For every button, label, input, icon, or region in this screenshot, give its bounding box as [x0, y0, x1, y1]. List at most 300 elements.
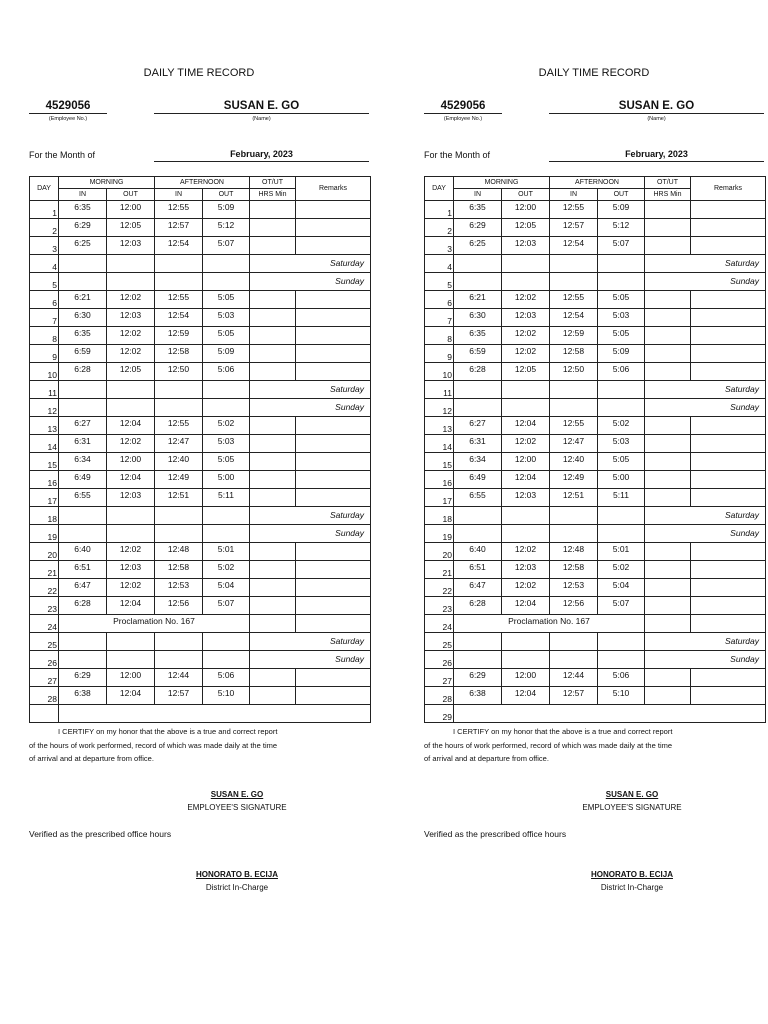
- am-in-cell: 6:28: [59, 597, 107, 615]
- pm-in-cell: 12:54: [550, 237, 598, 255]
- otut-cell: [645, 363, 691, 381]
- hrs-min-header: HRS Min: [250, 189, 296, 201]
- am-in-cell: [454, 399, 502, 417]
- am-out-cell: 12:03: [107, 561, 155, 579]
- am-in-cell: 6:35: [59, 327, 107, 345]
- pm-in-cell: [550, 399, 598, 417]
- remarks-cell: [296, 615, 371, 633]
- employee-name: SUSAN E. GO: [549, 100, 764, 114]
- pm-out-cell: 5:01: [203, 543, 250, 561]
- day-cell: 27: [425, 669, 454, 687]
- pm-out-cell: 5:05: [203, 453, 250, 471]
- pm-out-cell: 5:05: [598, 327, 645, 345]
- am-out-cell: 12:03: [502, 489, 550, 507]
- day-cell: 10: [30, 363, 59, 381]
- day-cell: 7: [425, 309, 454, 327]
- am-in-cell: 6:25: [59, 237, 107, 255]
- am-out-cell: 12:00: [107, 669, 155, 687]
- weekend-label: Saturday: [645, 507, 766, 525]
- pm-in-cell: 12:58: [155, 561, 203, 579]
- pm-out-cell: [598, 399, 645, 417]
- pm-out-cell: [203, 507, 250, 525]
- weekend-label: Saturday: [645, 255, 766, 273]
- pm-out-cell: 5:07: [598, 597, 645, 615]
- am-in-cell: [454, 525, 502, 543]
- am-in-cell: 6:35: [59, 201, 107, 219]
- day-cell: 20: [425, 543, 454, 561]
- table-row: [30, 651, 371, 669]
- day-cell: 3: [30, 237, 59, 255]
- remarks-cell: [296, 543, 371, 561]
- employee-name-caption: (Name): [647, 116, 666, 122]
- pm-in-cell: [550, 525, 598, 543]
- pm-out-cell: 5:10: [203, 687, 250, 705]
- table-row: [425, 651, 766, 669]
- pm-out-cell: 5:03: [598, 435, 645, 453]
- am-out-cell: 12:00: [502, 453, 550, 471]
- district-signature-name: HONORATO B. ECIJA: [591, 870, 673, 879]
- pm-in-cell: 12:44: [155, 669, 203, 687]
- am-out-cell: [502, 273, 550, 291]
- pm-out-cell: 5:09: [203, 201, 250, 219]
- pm-in-header: IN: [550, 189, 598, 201]
- am-out-cell: [502, 525, 550, 543]
- table-row: [425, 201, 766, 219]
- am-out-cell: [107, 651, 155, 669]
- pm-in-cell: 12:59: [550, 327, 598, 345]
- pm-in-cell: 12:55: [550, 417, 598, 435]
- employee-signature-caption: EMPLOYEE'S SIGNATURE: [187, 803, 287, 812]
- pm-out-cell: 5:05: [203, 291, 250, 309]
- am-in-cell: 6:28: [59, 363, 107, 381]
- weekend-label: Sunday: [645, 525, 766, 543]
- remarks-cell: [691, 291, 766, 309]
- remarks-cell: [296, 561, 371, 579]
- pm-out-cell: 5:09: [598, 201, 645, 219]
- pm-in-cell: 12:55: [155, 291, 203, 309]
- day-cell: 8: [425, 327, 454, 345]
- remarks-cell: [691, 687, 766, 705]
- otut-cell: [250, 561, 296, 579]
- table-row: [30, 615, 371, 633]
- day-cell: 13: [30, 417, 59, 435]
- am-out-cell: 12:02: [107, 543, 155, 561]
- pm-in-cell: 12:47: [155, 435, 203, 453]
- blank-cell: [454, 705, 766, 723]
- pm-in-cell: [155, 525, 203, 543]
- am-in-cell: [454, 507, 502, 525]
- pm-in-cell: 12:54: [155, 309, 203, 327]
- pm-out-cell: 5:06: [203, 669, 250, 687]
- pm-in-cell: 12:51: [155, 489, 203, 507]
- month-value: February, 2023: [549, 149, 764, 162]
- employee-signature-name: SUSAN E. GO: [605, 790, 659, 799]
- am-in-cell: 6:29: [59, 219, 107, 237]
- pm-out-cell: [598, 525, 645, 543]
- am-in-cell: [454, 633, 502, 651]
- am-in-cell: 6:38: [454, 687, 502, 705]
- table-row: [30, 687, 371, 705]
- am-in-cell: [59, 525, 107, 543]
- pm-out-cell: [598, 255, 645, 273]
- remarks-cell: [691, 435, 766, 453]
- day-cell: 12: [425, 399, 454, 417]
- pm-out-cell: [203, 399, 250, 417]
- pm-in-cell: 12:56: [550, 597, 598, 615]
- certification-line: I CERTIFY on my honor that the above is a true and correct report: [58, 727, 278, 736]
- am-out-cell: [107, 525, 155, 543]
- pm-in-cell: 12:57: [550, 219, 598, 237]
- morning-header: MORNING: [454, 177, 550, 189]
- day-cell: 27: [30, 669, 59, 687]
- pm-in-cell: 12:51: [550, 489, 598, 507]
- table-row: [30, 345, 371, 363]
- employee-name: SUSAN E. GO: [154, 100, 369, 114]
- pm-in-cell: 12:44: [550, 669, 598, 687]
- am-out-cell: 12:05: [107, 363, 155, 381]
- am-out-cell: 12:02: [107, 327, 155, 345]
- remarks-cell: [691, 597, 766, 615]
- pm-in-cell: [550, 255, 598, 273]
- certification-line: of arrival and at departure from office.: [29, 754, 154, 763]
- time-record-table: [424, 176, 766, 723]
- table-row: [425, 273, 766, 291]
- am-out-cell: 12:00: [107, 201, 155, 219]
- am-out-cell: 12:04: [107, 417, 155, 435]
- am-in-cell: 6:55: [59, 489, 107, 507]
- pm-out-cell: 5:03: [203, 309, 250, 327]
- day-cell: 25: [425, 633, 454, 651]
- day-cell: 29: [425, 705, 454, 723]
- am-out-cell: 12:03: [107, 237, 155, 255]
- blank-cell: [59, 705, 371, 723]
- employee-number: 4529056: [29, 100, 107, 114]
- am-in-cell: 6:30: [59, 309, 107, 327]
- certification-line: of the hours of work performed, record of which was made daily at the time: [29, 740, 278, 750]
- weekend-label: Saturday: [250, 381, 371, 399]
- otut-cell: [645, 489, 691, 507]
- pm-out-cell: [203, 381, 250, 399]
- pm-out-cell: 5:09: [203, 345, 250, 363]
- pm-in-cell: 12:53: [155, 579, 203, 597]
- remarks-cell: [691, 543, 766, 561]
- pm-out-cell: 5:12: [598, 219, 645, 237]
- day-cell: [30, 705, 59, 723]
- table-row: [425, 633, 766, 651]
- am-in-cell: 6:34: [59, 453, 107, 471]
- am-in-cell: 6:29: [59, 669, 107, 687]
- am-in-cell: 6:31: [59, 435, 107, 453]
- day-cell: 22: [30, 579, 59, 597]
- pm-in-cell: 12:58: [550, 345, 598, 363]
- otut-cell: [250, 489, 296, 507]
- otut-cell: [645, 579, 691, 597]
- am-in-cell: 6:51: [59, 561, 107, 579]
- remarks-cell: [296, 453, 371, 471]
- am-out-cell: 12:02: [502, 291, 550, 309]
- pm-out-cell: 5:04: [203, 579, 250, 597]
- am-in-cell: [454, 651, 502, 669]
- pm-in-cell: [155, 507, 203, 525]
- pm-in-cell: [550, 507, 598, 525]
- table-row: [30, 489, 371, 507]
- am-in-cell: 6:31: [454, 435, 502, 453]
- pm-out-cell: 5:02: [203, 417, 250, 435]
- am-out-cell: 12:04: [502, 687, 550, 705]
- otut-cell: [645, 291, 691, 309]
- day-cell: 13: [425, 417, 454, 435]
- otut-cell: [645, 435, 691, 453]
- pm-out-cell: 5:06: [598, 669, 645, 687]
- remarks-cell: [691, 327, 766, 345]
- table-row: [30, 597, 371, 615]
- am-out-cell: 12:02: [107, 345, 155, 363]
- otut-cell: [645, 309, 691, 327]
- pm-out-cell: 5:10: [598, 687, 645, 705]
- am-in-cell: [454, 273, 502, 291]
- am-in-cell: 6:55: [454, 489, 502, 507]
- pm-out-cell: 5:07: [203, 237, 250, 255]
- pm-in-cell: 12:54: [550, 309, 598, 327]
- day-cell: 14: [425, 435, 454, 453]
- pm-out-cell: 5:04: [598, 579, 645, 597]
- day-cell: 28: [425, 687, 454, 705]
- pm-out-cell: 5:03: [598, 309, 645, 327]
- remarks-cell: [691, 219, 766, 237]
- table-row: [30, 579, 371, 597]
- day-cell: 17: [30, 489, 59, 507]
- day-cell: 22: [425, 579, 454, 597]
- weekend-label: Sunday: [250, 525, 371, 543]
- am-out-cell: [107, 273, 155, 291]
- remarks-cell: [691, 453, 766, 471]
- pm-out-cell: [598, 381, 645, 399]
- remarks-cell: [691, 237, 766, 255]
- pm-out-cell: [203, 255, 250, 273]
- pm-in-cell: [550, 381, 598, 399]
- pm-in-cell: [155, 633, 203, 651]
- otut-cell: [645, 201, 691, 219]
- pm-out-cell: 5:07: [203, 597, 250, 615]
- day-cell: 16: [30, 471, 59, 489]
- month-label: For the Month of: [29, 150, 96, 160]
- otut-cell: [645, 543, 691, 561]
- pm-out-cell: [203, 633, 250, 651]
- remarks-cell: [296, 291, 371, 309]
- verified-text: Verified as the prescribed office hours: [29, 829, 172, 839]
- pm-in-cell: [155, 651, 203, 669]
- am-in-cell: [454, 255, 502, 273]
- otut-cell: [645, 345, 691, 363]
- am-out-cell: 12:05: [502, 219, 550, 237]
- day-cell: 14: [30, 435, 59, 453]
- am-in-cell: 6:28: [454, 363, 502, 381]
- otut-cell: [250, 471, 296, 489]
- day-cell: 11: [30, 381, 59, 399]
- table-row: [425, 453, 766, 471]
- am-out-cell: [502, 381, 550, 399]
- am-in-cell: [59, 633, 107, 651]
- pm-in-cell: [155, 399, 203, 417]
- pm-out-cell: 5:01: [598, 543, 645, 561]
- table-row: [30, 435, 371, 453]
- pm-out-cell: 5:11: [598, 489, 645, 507]
- day-cell: 9: [30, 345, 59, 363]
- remarks-cell: [691, 417, 766, 435]
- am-in-cell: [59, 507, 107, 525]
- otut-cell: [645, 669, 691, 687]
- table-row: [425, 579, 766, 597]
- day-cell: 18: [425, 507, 454, 525]
- am-in-header: IN: [59, 189, 107, 201]
- day-cell: 15: [425, 453, 454, 471]
- form-title: DAILY TIME RECORD: [143, 67, 255, 79]
- remarks-cell: [296, 345, 371, 363]
- table-row: [30, 543, 371, 561]
- table-row: [30, 399, 371, 417]
- table-row: [30, 417, 371, 435]
- table-row: [30, 237, 371, 255]
- pm-out-cell: 5:00: [598, 471, 645, 489]
- remarks-cell: [296, 327, 371, 345]
- day-cell: 8: [30, 327, 59, 345]
- am-out-cell: 12:02: [107, 579, 155, 597]
- am-in-cell: [59, 255, 107, 273]
- otut-cell: [250, 453, 296, 471]
- table-row: [425, 417, 766, 435]
- table-row: [425, 435, 766, 453]
- table-row: [425, 345, 766, 363]
- certification-line: I CERTIFY on my honor that the above is a true and correct report: [453, 727, 673, 736]
- pm-out-header: OUT: [203, 189, 250, 201]
- employee-name-caption: (Name): [252, 116, 271, 122]
- remarks-cell: [691, 561, 766, 579]
- remarks-cell: [691, 669, 766, 687]
- am-out-cell: 12:04: [107, 687, 155, 705]
- employee-number-caption: (Employee No.): [48, 116, 88, 122]
- day-cell: 23: [30, 597, 59, 615]
- table-row: [425, 255, 766, 273]
- otut-cell: [645, 237, 691, 255]
- am-in-cell: 6:49: [59, 471, 107, 489]
- table-row: [425, 219, 766, 237]
- remarks-cell: [691, 489, 766, 507]
- pm-out-cell: 5:05: [598, 453, 645, 471]
- weekend-label: Sunday: [645, 273, 766, 291]
- pm-in-header: IN: [155, 189, 203, 201]
- afternoon-header: AFTERNOON: [550, 177, 645, 189]
- table-row: [425, 309, 766, 327]
- weekend-label: Sunday: [645, 651, 766, 669]
- am-in-cell: 6:27: [454, 417, 502, 435]
- am-out-cell: 12:04: [502, 471, 550, 489]
- pm-in-cell: 12:53: [550, 579, 598, 597]
- pm-in-cell: 12:56: [155, 597, 203, 615]
- am-out-cell: 12:05: [502, 363, 550, 381]
- table-row: [425, 237, 766, 255]
- otut-cell: [250, 543, 296, 561]
- pm-out-cell: 5:06: [598, 363, 645, 381]
- am-in-cell: 6:38: [59, 687, 107, 705]
- am-in-cell: 6:21: [59, 291, 107, 309]
- district-signature-caption: District In-Charge: [205, 883, 269, 892]
- pm-out-cell: 5:03: [203, 435, 250, 453]
- table-row: [30, 471, 371, 489]
- remarks-cell: [691, 363, 766, 381]
- am-in-cell: 6:49: [454, 471, 502, 489]
- pm-out-header: OUT: [598, 189, 645, 201]
- day-cell: 23: [425, 597, 454, 615]
- am-out-cell: [502, 507, 550, 525]
- am-out-cell: 12:02: [502, 345, 550, 363]
- pm-out-cell: 5:00: [203, 471, 250, 489]
- am-out-header: OUT: [502, 189, 550, 201]
- remarks-cell: [296, 669, 371, 687]
- table-row: [30, 453, 371, 471]
- pm-in-cell: 12:40: [550, 453, 598, 471]
- table-row: [30, 633, 371, 651]
- am-out-cell: [502, 399, 550, 417]
- remarks-cell: [296, 309, 371, 327]
- am-out-cell: 12:03: [502, 561, 550, 579]
- pm-out-cell: 5:05: [203, 327, 250, 345]
- am-out-cell: 12:03: [502, 309, 550, 327]
- pm-in-cell: 12:59: [155, 327, 203, 345]
- pm-in-cell: [550, 273, 598, 291]
- weekend-label: Saturday: [645, 381, 766, 399]
- day-header: DAY: [425, 177, 454, 201]
- am-in-cell: 6:40: [454, 543, 502, 561]
- remarks-cell: [296, 417, 371, 435]
- otut-cell: [645, 597, 691, 615]
- holiday-cell: Proclamation No. 167: [454, 615, 645, 633]
- am-in-cell: [59, 381, 107, 399]
- am-in-cell: 6:29: [454, 669, 502, 687]
- hrs-min-header: HRS Min: [645, 189, 691, 201]
- pm-out-cell: 5:07: [598, 237, 645, 255]
- otut-cell: [250, 327, 296, 345]
- pm-in-cell: 12:47: [550, 435, 598, 453]
- pm-out-cell: 5:11: [203, 489, 250, 507]
- am-in-cell: 6:35: [454, 201, 502, 219]
- day-cell: 17: [425, 489, 454, 507]
- day-cell: 2: [30, 219, 59, 237]
- table-row: [425, 543, 766, 561]
- otut-cell: [645, 219, 691, 237]
- am-in-cell: [59, 273, 107, 291]
- otut-cell: [250, 615, 296, 633]
- day-cell: 24: [425, 615, 454, 633]
- table-row: [30, 507, 371, 525]
- pm-in-cell: [550, 633, 598, 651]
- day-cell: 18: [30, 507, 59, 525]
- day-cell: 21: [425, 561, 454, 579]
- am-out-cell: 12:00: [502, 201, 550, 219]
- am-out-header: OUT: [107, 189, 155, 201]
- day-cell: 24: [30, 615, 59, 633]
- pm-out-cell: 5:05: [598, 291, 645, 309]
- table-row: [425, 525, 766, 543]
- remarks-cell: [296, 471, 371, 489]
- pm-in-cell: [155, 273, 203, 291]
- table-row: [30, 669, 371, 687]
- am-out-cell: 12:02: [502, 435, 550, 453]
- pm-out-cell: 5:06: [203, 363, 250, 381]
- weekend-label: Sunday: [250, 273, 371, 291]
- verified-text: Verified as the prescribed office hours: [424, 829, 567, 839]
- day-cell: 19: [425, 525, 454, 543]
- weekend-label: Saturday: [250, 255, 371, 273]
